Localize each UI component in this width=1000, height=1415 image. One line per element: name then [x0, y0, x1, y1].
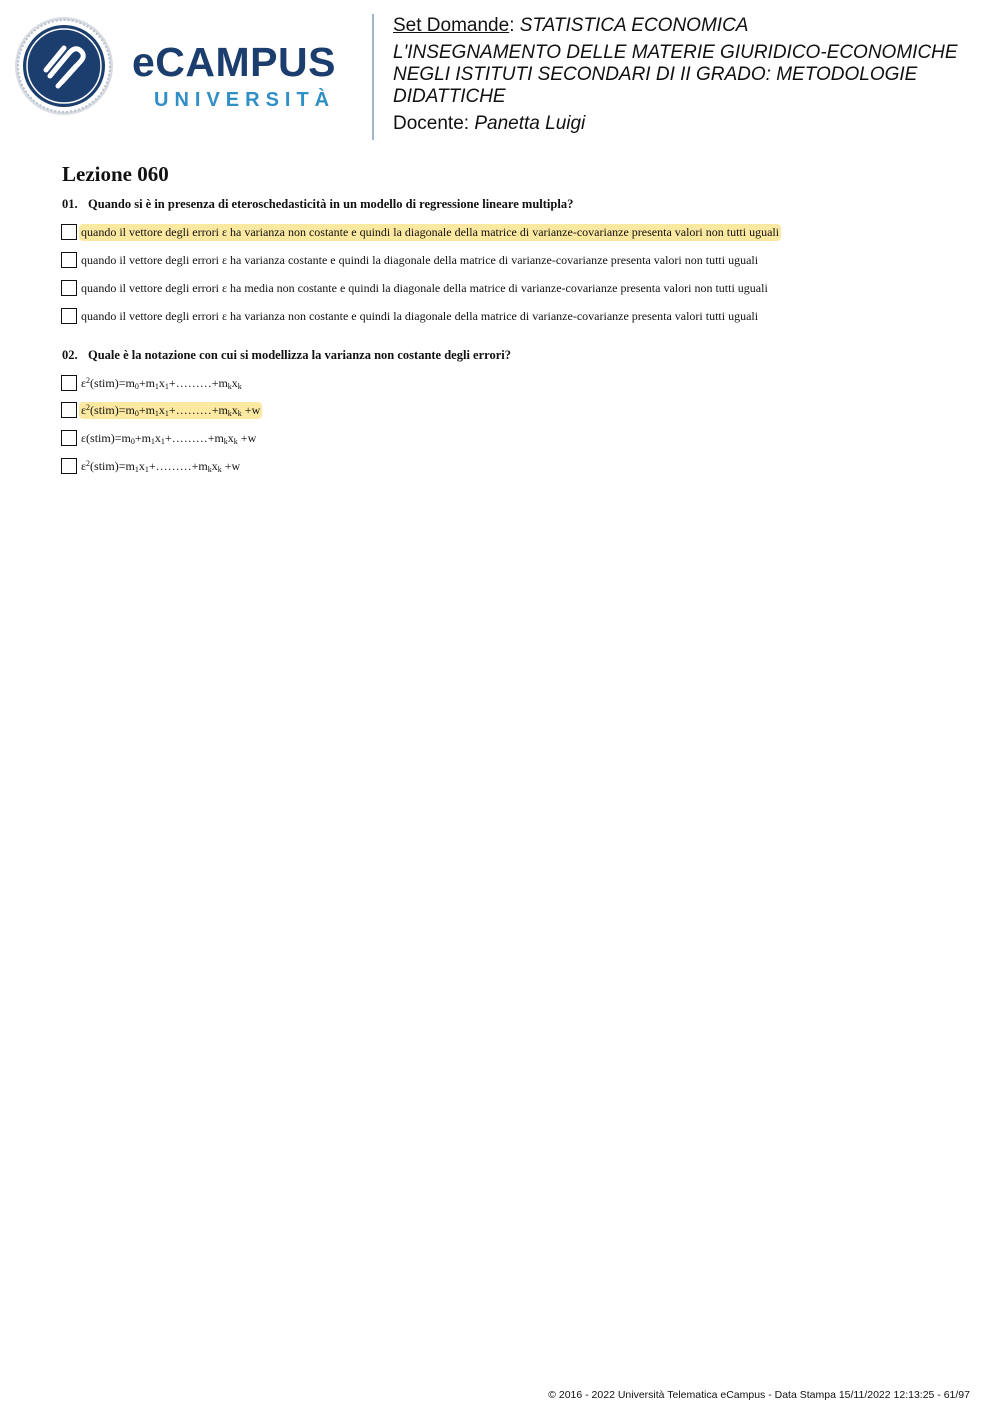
answer-checkbox[interactable]	[61, 430, 77, 446]
answer-checkbox[interactable]	[61, 280, 77, 296]
set-line: Set Domande: STATISTICA ECONOMICA	[393, 15, 749, 36]
answer-checkbox[interactable]	[61, 308, 77, 324]
answer-checkbox[interactable]	[61, 375, 77, 391]
answer-option[interactable]	[61, 306, 760, 326]
answer-text: quando il vettore degli errori ε ha varianza costante e quindi la diagonale della matrice di varianze-covarianze presenta valori non tutti uguali	[81, 252, 759, 267]
question-title	[62, 197, 573, 212]
course-title: L'INSEGNAMENTO DELLE MATERIE GIURIDICO-ECONOMICHE NEGLI ISTITUTI SECONDARI DI II GRADO: METODOLOGIE DIDATTICHE	[393, 42, 958, 107]
answer-option[interactable]	[61, 400, 262, 420]
answer-checkbox[interactable]	[61, 458, 77, 474]
answer-text: quando il vettore degli errori ε ha varianza non costante e quindi la diagonale della matrice di varianze-covarianze presenta valori non tutti uguali	[81, 224, 780, 239]
lesson-title: Lezione 060	[62, 162, 169, 186]
answer-option[interactable]	[61, 428, 258, 448]
answer-checkbox[interactable]	[61, 252, 77, 268]
university-seal-icon	[14, 16, 114, 116]
answer-formula: $\varepsilon^2(stim)=m_1x_1+\dots\dots\dots+m_kx_k +w$	[81, 458, 241, 474]
document-header	[393, 15, 983, 135]
answer-formula: $\varepsilon(stim)=m_0+m_1x_1+\dots\dots\dots+m_kx_k +w$	[81, 430, 257, 446]
answer-text: quando il vettore degli errori ε ha media non costante e quindi la diagonale della matrice di varianze-covarianze presenta valori non tutti uguali	[81, 280, 768, 295]
set-label: Set Domande	[393, 15, 510, 36]
answer-option[interactable]	[61, 222, 781, 242]
answer-option[interactable]	[61, 278, 770, 298]
answer-option[interactable]	[61, 250, 760, 270]
subject-name: STATISTICA ECONOMICA	[519, 15, 749, 36]
teacher-name: Panetta Luigi	[474, 113, 586, 134]
ecampus-logo	[14, 16, 359, 116]
teacher-line: Docente: Panetta Luigi	[393, 113, 586, 134]
question-text: Quale è la notazione con cui si modellizza la varianza non costante degli errori?	[88, 348, 511, 362]
logo-wordmark: eCAMPUS	[132, 39, 336, 85]
question-title	[62, 348, 511, 363]
answer-checkbox[interactable]	[61, 224, 77, 240]
answer-option[interactable]	[61, 373, 244, 393]
answer-option[interactable]	[61, 456, 242, 476]
question-number: 02.	[62, 348, 78, 362]
page-footer: © 2016 - 2022 Università Telematica eCampus - Data Stampa 15/11/2022 12:13:25 - 61/97	[548, 1389, 970, 1401]
answer-formula: $\varepsilon^2(stim)=m_0+m_1x_1+\dots\dots\dots+m_kx_k$	[81, 375, 242, 391]
header-divider	[372, 14, 374, 140]
question-text: Quando si è in presenza di eteroschedasticità in un modello di regressione lineare multipla?	[88, 197, 574, 211]
logo-subtitle: UNIVERSITÀ	[154, 89, 336, 111]
teacher-label: Docente	[393, 113, 464, 134]
answer-text: quando il vettore degli errori ε ha varianza non costante e quindi la diagonale della matrice di varianze-covarianze presenta valori tutti uguali	[81, 308, 759, 323]
question-number: 01.	[62, 197, 78, 211]
answer-checkbox[interactable]	[61, 402, 77, 418]
answer-formula: $\varepsilon^2(stim)=m_0+m_1x_1+\dots\dots\dots+m_kx_k +w$	[81, 402, 261, 418]
